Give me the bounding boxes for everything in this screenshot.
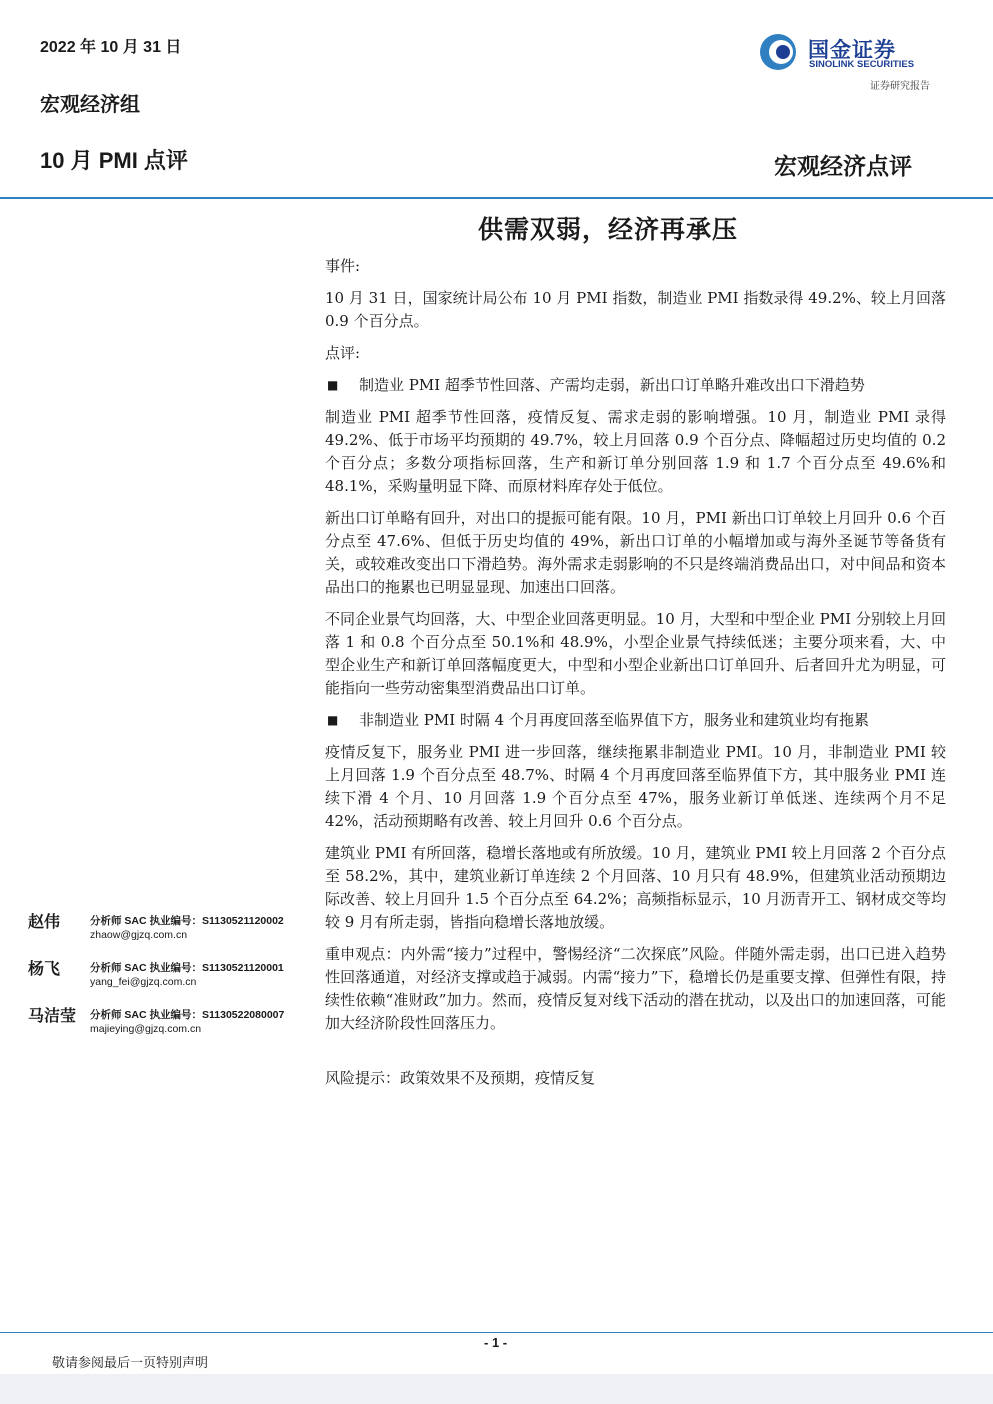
- bullet-heading-non-manufacturing: [325, 709, 946, 732]
- analyst-card: [28, 954, 308, 1001]
- headline: 供需双弱，经济再承压: [478, 215, 739, 244]
- bullet-text: 非制造业 PMI 时隔 4 个月再度回落至临界值下方，服务业和建筑业均有拖累: [359, 711, 869, 729]
- footer-band: [0, 1374, 993, 1404]
- paragraph: 重申观点：内外需“接力”过程中，警惕经济“二次探底”风险。伴随外需走弱，出口已进入趋势性回落通道，对经济支撑或趋于减弱。内需“接力”下，稳增长仍是重要支撑、但弹性有限，持续性依赖“准财政”加力。然而，疫情反复对线下活动的潜在扰动，以及出口的加速回落，可能加大经济阶段性回落压力。: [325, 945, 946, 1032]
- paragraph: 新出口订单略有回升，对出口的提振可能有限。10 月，PMI 新出口订单较上月回升 0.6 个百分点至 47.6%、但低于历史均值的 49%，新出口订单的小幅增加或与海外圣诞节等备货有关，或较难改变出口下滑趋势。海外需求走弱影响的不只是终端消费品出口，对中间品和资本品出口的拖累也已明显显现、加速出口回落。: [325, 509, 946, 596]
- header-divider: [0, 197, 993, 199]
- analyst-email: zhaow@gjzq.com.cn: [90, 929, 188, 941]
- analyst-card: [28, 1001, 308, 1048]
- report-type: 宏观经济点评: [774, 153, 912, 180]
- analyst-name: 赵伟: [28, 912, 61, 931]
- analyst-list: [28, 907, 308, 1048]
- logo-mark-icon: [758, 32, 798, 72]
- bullet-heading-manufacturing: [325, 374, 946, 397]
- paragraph: 制造业 PMI 超季节性回落，疫情反复、需求走弱的影响增强。10 月，制造业 PMI 录得 49.2%、低于市场平均预期的 49.7%，较上月回落 0.9 个百分点、降幅超过历史均值的 0.2 个百分点；多数分项指标回落，生产和新订单分别回落 1.9 和 1.7 个百分点至 49.6%和 48.1%，采购量明显下降、而原材料库存处于低位。: [325, 408, 946, 495]
- report-title: 10 月 PMI 点评: [40, 148, 188, 173]
- disclaimer-note: 敬请参阅最后一页特别声明: [52, 1356, 209, 1371]
- event-text: 10 月 31 日，国家统计局公布 10 月 PMI 指数，制造业 PMI 指数录得 49.2%、较上月回落 0.9 个百分点。: [325, 289, 946, 330]
- comment-label: 点评:: [325, 344, 361, 362]
- paragraph: 不同企业景气均回落，大、中型企业回落更明显。10 月，大型和中型企业 PMI 分别较上月回落 1 和 0.8 个百分点至 50.1%和 48.9%，小型企业景气持续低迷；主要分项来看，大、中型企业生产和新订单回落幅度更大，中型和小型企业新出口订单回升、后者回升尤为明显，可能指向一些劳动密集型消费品出口订单。: [325, 610, 946, 697]
- logo-subtitle: 证券研究报告: [870, 81, 930, 92]
- page-number: - 1 -: [484, 1335, 508, 1350]
- bullet-text: 制造业 PMI 超季节性回落、产需均走弱，新出口订单略升难改出口下滑趋势: [359, 376, 865, 394]
- event-label: 事件:: [325, 257, 361, 275]
- group-name: 宏观经济组: [40, 92, 140, 116]
- paragraph: 建筑业 PMI 有所回落，稳增长落地或有所放缓。10 月，建筑业 PMI 较上月回落 2 个百分点至 58.2%，其中，建筑业新订单连续 2 个月回落、10 月只有 48.9%，但建筑业活动预期边际改善、较上月回升 1.5 个百分点至 64.2%；高频指标显示，10 月沥青开工、钢材成交等均较 9 月有所走弱，皆指向稳增长落地放缓。: [325, 844, 946, 931]
- footer-divider: [0, 1332, 993, 1333]
- analyst-name: 杨飞: [28, 959, 61, 978]
- analyst-email: majieying@gjzq.com.cn: [90, 1023, 202, 1035]
- analyst-license: 分析师 SAC 执业编号：S1130521120001: [90, 962, 284, 974]
- company-logo: [758, 30, 948, 74]
- paragraph: 疫情反复下，服务业 PMI 进一步回落，继续拖累非制造业 PMI。10 月，非制造业 PMI 较上月回落 1.9 个百分点至 48.7%、时隔 4 个月再度回落至临界值下方，其中服务业 PMI 连续下滑 4 个月、10 月回落 1.9 个百分点至 47%，服务业新订单低迷、连续两个月不足 42%，活动预期略有改善、较上月回升 0.6 个百分点。: [325, 743, 946, 830]
- report-body: [325, 255, 946, 1099]
- analyst-license: 分析师 SAC 执业编号：S1130521120002: [90, 915, 284, 927]
- analyst-email: yang_fei@gjzq.com.cn: [90, 976, 197, 988]
- bullet-square-icon: ■: [327, 378, 339, 392]
- analyst-card: [28, 907, 308, 954]
- logo-name-en: SINOLINK SECURITIES: [809, 59, 915, 70]
- analyst-name: 马洁莹: [28, 1006, 77, 1025]
- analyst-license: 分析师 SAC 执业编号：S1130522080007: [90, 1009, 285, 1021]
- logo-name-cn: 国金证券: [808, 39, 896, 62]
- risk-warning: 风险提示：政策效果不及预期，疫情反复: [325, 1069, 596, 1087]
- report-date: 2022 年 10 月 31 日: [40, 39, 182, 56]
- bullet-square-icon: ■: [327, 713, 339, 727]
